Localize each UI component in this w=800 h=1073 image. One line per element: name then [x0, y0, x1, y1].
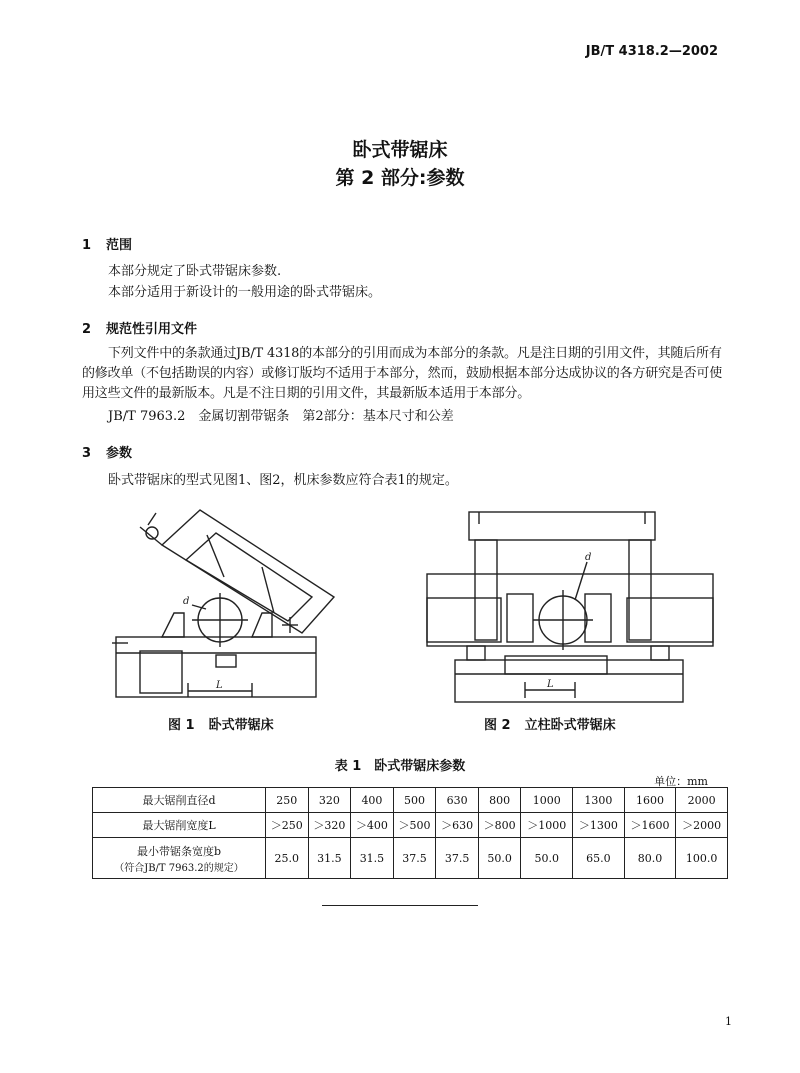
- label-d: d: [183, 596, 190, 607]
- saw-frame: [162, 510, 334, 633]
- table-row: [93, 838, 728, 879]
- table-cell: 80.0: [624, 838, 676, 879]
- table-cell: 100.0: [676, 838, 728, 879]
- vise-jaw: [162, 613, 184, 637]
- section-number: 1: [82, 238, 92, 253]
- table-cell: 37.5: [393, 838, 436, 879]
- label-L: L: [216, 680, 223, 691]
- page-number: 1: [725, 1015, 732, 1028]
- table-cell: 2000: [676, 788, 728, 813]
- figure-2-caption: [484, 714, 616, 733]
- table-cell: 400: [351, 788, 394, 813]
- section-2-heading: [82, 318, 197, 337]
- section-number: 2: [82, 322, 92, 337]
- foot-block: [651, 646, 669, 660]
- table-cell: 250: [266, 788, 309, 813]
- coolant-box: [216, 655, 236, 667]
- table-cell: 50.0: [478, 838, 521, 879]
- section-title: 参数: [106, 446, 133, 461]
- table-cell: ＞800: [478, 813, 521, 838]
- section-title: 规范性引用文件: [106, 322, 198, 337]
- vise-jaw: [507, 594, 533, 642]
- base-panel: [140, 651, 182, 693]
- table-cell: ＞1300: [573, 813, 625, 838]
- figure-caption-text: 立柱卧式带锯床: [524, 718, 616, 733]
- parameters-table: [92, 787, 728, 879]
- row-header-note: （符合JB/T 7963.2的规定）: [114, 862, 244, 874]
- table-cell: 1300: [573, 788, 625, 813]
- handle-arm: [140, 527, 162, 545]
- table-cell: 1600: [624, 788, 676, 813]
- figure-number: 图 1: [168, 718, 195, 733]
- figure-1-drawing: [112, 505, 337, 705]
- top-beam: [469, 512, 655, 540]
- vise-jaw: [252, 613, 272, 637]
- table-cell: 800: [478, 788, 521, 813]
- table-cell: ＞250: [266, 813, 309, 838]
- table-cell: 31.5: [351, 838, 394, 879]
- paragraph: 本部分规定了卧式带锯床参数.: [108, 264, 282, 279]
- table-cell: ＞1600: [624, 813, 676, 838]
- paragraph: 本部分适用于新设计的一般用途的卧式带锯床。: [108, 285, 382, 300]
- foot-block: [467, 646, 485, 660]
- table-cell: 31.5: [308, 838, 351, 879]
- table-cell: ＞1000: [521, 813, 573, 838]
- table-unit-note: 单位：mm: [654, 775, 708, 788]
- table-cell: 50.0: [521, 838, 573, 879]
- figure-number: 图 2: [484, 718, 511, 733]
- column-right: [629, 540, 651, 640]
- frame-side-right: [627, 598, 713, 642]
- table-cell: 25.0: [266, 838, 309, 879]
- label-d: d: [585, 552, 592, 563]
- row-header: [93, 838, 266, 879]
- machine-base: [455, 660, 683, 702]
- saw-frame: [427, 574, 713, 646]
- table-cell: ＞500: [393, 813, 436, 838]
- section-3-heading: [82, 442, 132, 461]
- figure-2-drawing: [425, 510, 715, 705]
- table-cell: ＞2000: [676, 813, 728, 838]
- section-number: 3: [82, 446, 92, 461]
- paragraph: 卧式带锯床的型式见图1、图2，机床参数应符合表1的规定。: [108, 473, 458, 488]
- table-cell: ＞630: [436, 813, 479, 838]
- frame-side-left: [427, 598, 501, 642]
- figure-caption-text: 卧式带锯床: [208, 718, 274, 733]
- row-header: 最大锯削宽度L: [93, 813, 266, 838]
- table-row: [93, 813, 728, 838]
- paragraph: 下列文件中的条款通过JB/T 4318的本部分的引用而成为本部分的条款。凡是注日期的引用文件，其随后所有的修改单（不包括勘误的内容）或修订版均不适用于本部分，然而，鼓励根据本部分达成协议的各方研究是否可使用这些文件的最新版本。凡是不注日期的引用文件，其最新版本适用于本部分。: [82, 346, 723, 401]
- reference-entry: JB/T 7963.2 金属切割带锯条 第2部分：基本尺寸和公差: [108, 409, 454, 424]
- table-cell: ＞400: [351, 813, 394, 838]
- table-cell: 500: [393, 788, 436, 813]
- saw-frame-inner: [186, 533, 312, 621]
- frame-strut: [207, 535, 224, 577]
- section-1-heading: [82, 234, 132, 253]
- document-code: JB/T 4318.2—2002: [585, 44, 718, 59]
- table-cell: 630: [436, 788, 479, 813]
- section-title: 范围: [106, 238, 133, 253]
- row-header: 最大锯削直径d: [93, 788, 266, 813]
- page-title: 卧式带锯床: [352, 139, 448, 161]
- table-cell: 37.5: [436, 838, 479, 879]
- end-rule-divider: [322, 905, 478, 906]
- row-header-main: 最小带锯条宽度b: [136, 844, 222, 858]
- table-cell: 1000: [521, 788, 573, 813]
- table-cell: 65.0: [573, 838, 625, 879]
- label-L: L: [547, 679, 554, 690]
- table-cell: ＞320: [308, 813, 351, 838]
- column-left: [475, 540, 497, 640]
- handle-arm: [148, 513, 156, 525]
- base-table: [505, 656, 607, 674]
- table-title: 表 1 卧式带锯床参数: [334, 759, 466, 774]
- page-subtitle: 第 2 部分:参数: [335, 167, 465, 189]
- table-cell: 320: [308, 788, 351, 813]
- vise-jaw: [585, 594, 611, 642]
- table-row: [93, 788, 728, 813]
- figure-1-caption: [168, 714, 274, 733]
